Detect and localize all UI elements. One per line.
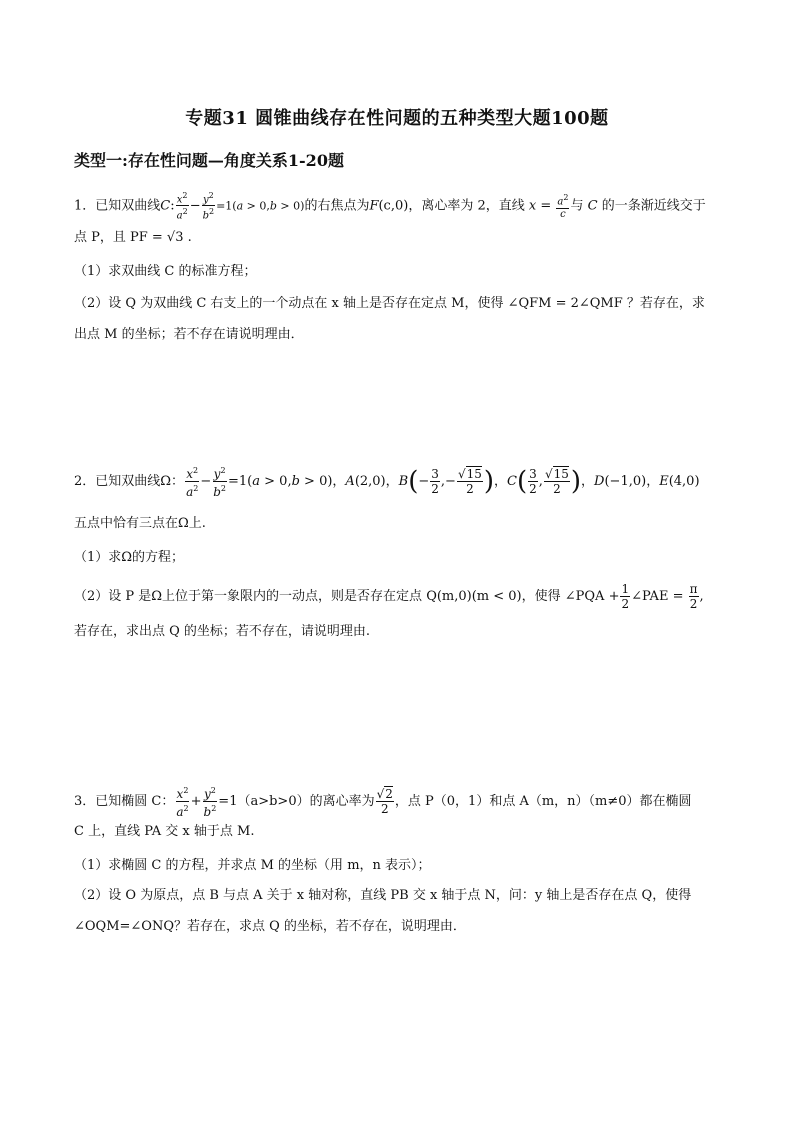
fraction: $\frac{x^2}{a^2}$: [176, 786, 189, 819]
problem-1-question-2-cont: 出点 M 的坐标；若不存在请说明理由．: [74, 327, 304, 342]
fraction: $\frac{x^2}{a^2}$: [176, 191, 188, 222]
fraction: $\frac{a^2}{c}$: [557, 193, 569, 220]
problem-2-question-2: （2）设 P 是Ω上位于第一象限内的一动点，则是否存在定点 Q(m,0)(m < 0)，使得 ∠PQA + $\frac{1}{2}$ ∠PAE = $\frac{\pi}{2}$ ,: [74, 582, 704, 611]
fraction: $\frac{y^2}{b^2}$: [202, 191, 215, 222]
problem-1-question-1: （1）求双曲线 C 的标准方程；: [74, 264, 257, 279]
fraction: $\frac{y^2}{b^2}$: [213, 466, 226, 499]
problem-1-line-2: 点 P，且 PF = √3 .: [74, 230, 192, 245]
section-heading: 类型一:存在性问题—角度关系1-20题: [74, 151, 344, 170]
problem-2-question-2-cont: 若存在，求出点 Q 的坐标；若不存在，请说明理由.: [74, 624, 371, 639]
problem-3-question-1: （1）求椭圆 C 的方程，并求点 M 的坐标（用 m，n 表示）；: [74, 858, 431, 873]
problem-3-line-2: C 上，直线 PA 交 x 轴于点 M.: [74, 824, 255, 839]
problem-1-question-2: （2）设 Q 为双曲线 C 右支上的一个动点在 x 轴上是否存在定点 M，使得 ∠QFM = 2∠QMF ？若存在，求: [74, 296, 705, 311]
problem-2-line-1: 2．已知双曲线Ω： $\frac{x^2}{a^2}$ − $\frac{y^2}{b^2}$ =1(a > 0,b > 0)，A(2,0)，B(− $\frac{3}{2}$ ,− $\frac{√15}{2}$ )，C( $\frac{3}{2}$ , $\frac{√15}{2}$ )，D(−1,0)，E(4,0): [74, 466, 700, 499]
fraction: $\frac{\pi}{2}$: [689, 582, 698, 611]
fraction: $\frac{√2}{2}$: [376, 787, 393, 816]
fraction: $\frac{x^2}{a^2}$: [186, 466, 199, 499]
problem-2-line-2: 五点中恰有三点在Ω上.: [74, 516, 206, 531]
problem-3-question-2: （2）设 O 为原点，点 B 与点 A 关于 x 轴对称，直线 PB 交 x 轴于点 N，问：y 轴上是否存在点 Q，使得: [74, 888, 692, 903]
problem-1-line-1: 1．已知双曲线C: $\frac{x^2}{a^2}$ − $\frac{y^2}{b^2}$ =1(a > 0,b > 0)的右焦点为F(c,0)，离心率为 2，直线 x = $\frac{a^2}{c}$ 与 C 的一条渐近线交于: [74, 191, 706, 222]
page-title: 专题31 圆锥曲线存在性问题的五种类型大题100题: [185, 108, 609, 129]
problem-3-line-1: 3．已知椭圆 C： $\frac{x^2}{a^2}$ + $\frac{y^2}{b^2}$ =1（a>b>0）的离心率为 $\frac{√2}{2}$ ，点 P（0，1）和点 A（m，n）（m≠0）都在椭圆: [74, 786, 692, 819]
fraction: $\frac{1}{2}$: [621, 582, 630, 611]
problem-3-question-2-cont: ∠OQM=∠ONQ？若存在，求点 Q 的坐标，若不存在，说明理由．: [74, 919, 466, 934]
fraction: $\frac{y^2}{b^2}$: [203, 786, 217, 819]
problem-2-question-1: （1）求Ω的方程；: [74, 550, 185, 565]
problem-1-text: 1．已知双曲线: [74, 198, 161, 214]
